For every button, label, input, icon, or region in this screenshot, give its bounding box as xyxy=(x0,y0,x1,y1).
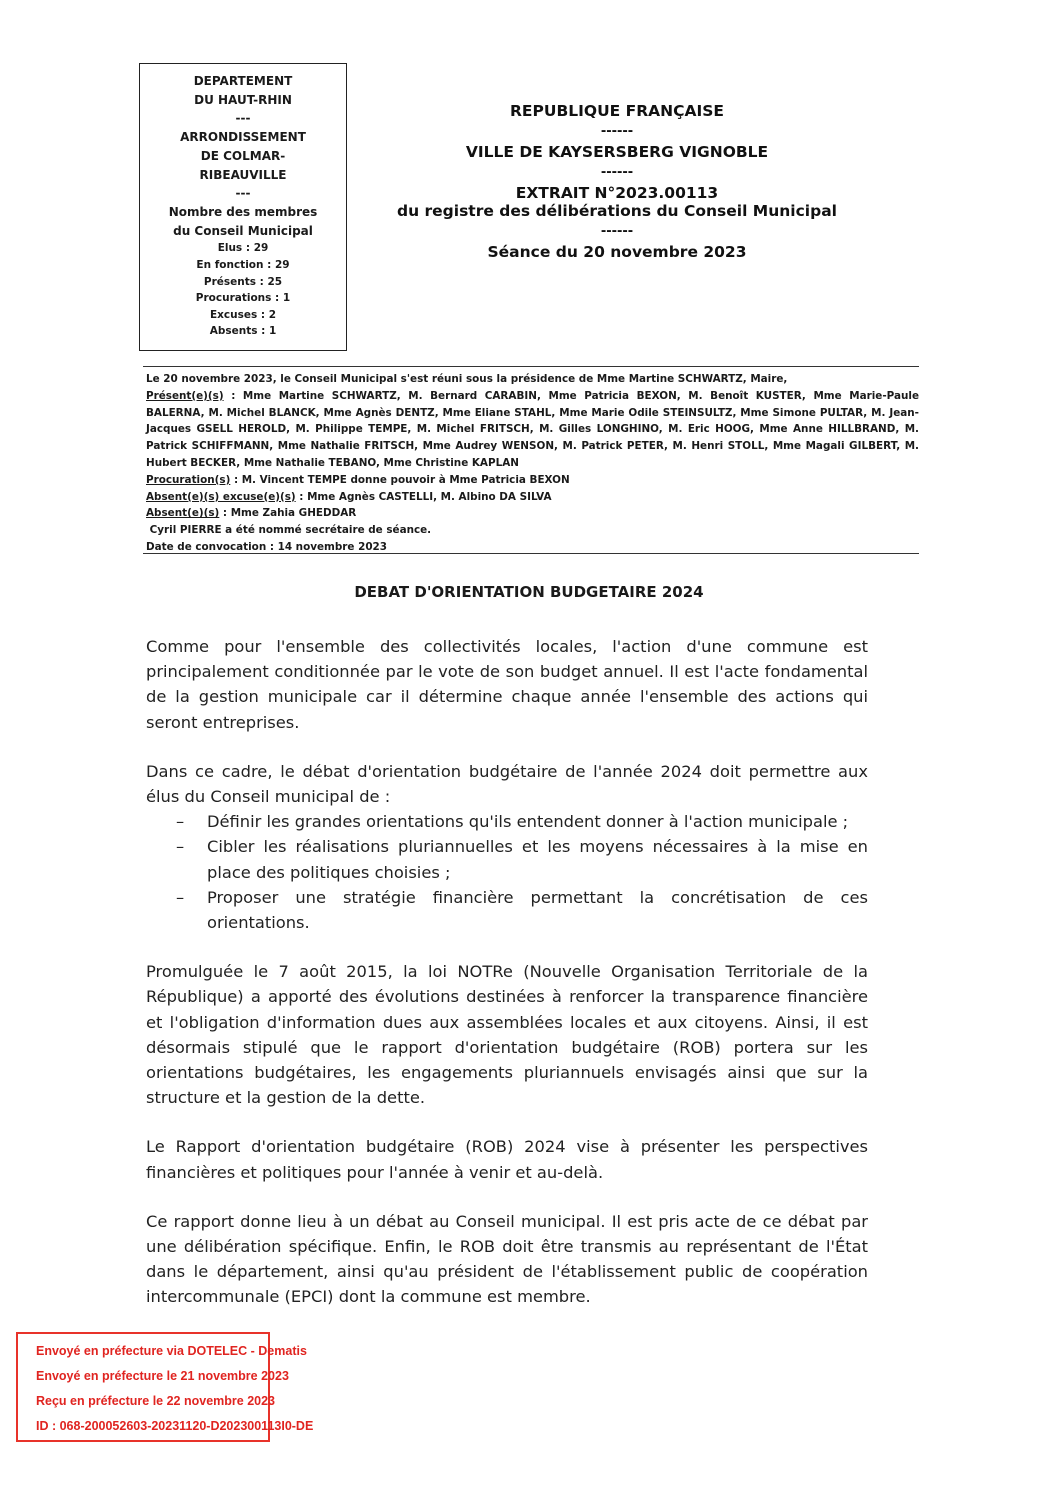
list-item xyxy=(146,834,868,884)
paragraph-2: Dans ce cadre, le débat d'orientation budgétaire de l'année 2024 doit permettre aux élus du Conseil municipal de : xyxy=(146,761,868,807)
count-proxies: Procurations : 1 xyxy=(195,292,291,305)
stamp-sent-date: Envoyé en préfecture le 21 novembre 2023 xyxy=(36,1369,289,1383)
department-label: DEPARTEMENT xyxy=(193,74,293,88)
paragraph-1: Comme pour l'ensemble des collectivités locales, l'action d'une commune est principalement conditionnée par le vote de son budget annuel. Il est l'acte fondamental de la gestion municipale car il détermine chaque année l'ensemble des actions qui seront entreprises. xyxy=(146,637,868,732)
list-dash: – xyxy=(176,812,185,832)
secretary-line: Cyril PIERRE a été nommé secrétaire de séance. xyxy=(146,524,432,537)
list-dash: – xyxy=(176,837,185,857)
city-title: VILLE DE KAYSERSBERG VIGNOBLE xyxy=(465,143,769,161)
convocation-date: Date de convocation : 14 novembre 2023 xyxy=(146,540,388,553)
proxies xyxy=(146,472,919,489)
attendance-block xyxy=(143,366,919,554)
absent-members xyxy=(146,505,919,522)
header-separator: ------ xyxy=(600,224,634,239)
objectives-list xyxy=(146,809,868,935)
header-separator: ------ xyxy=(600,124,634,139)
session-date: Séance du 20 novembre 2023 xyxy=(487,243,747,261)
list-item xyxy=(146,885,868,935)
stamp-received-date: Reçu en préfecture le 22 novembre 2023 xyxy=(36,1394,276,1408)
separator: --- xyxy=(235,111,251,126)
extract-number: EXTRAIT N°2023.00113 xyxy=(515,184,719,202)
count-in-office: En fonction : 29 xyxy=(196,258,290,271)
proxy-text: : M. Vincent TEMPE donne pouvoir à Mme Patricia BEXON xyxy=(230,473,570,486)
excused-text: : Mme Agnès CASTELLI, M. Albino DA SILVA xyxy=(295,490,552,503)
present-members xyxy=(146,388,919,472)
document-header xyxy=(388,102,846,261)
section-title: DEBAT D'ORIENTATION BUDGETAIRE 2024 xyxy=(354,583,704,601)
council-info-box xyxy=(139,63,347,351)
arrondissement-label: ARRONDISSEMENT xyxy=(180,130,306,145)
absent-label: Absent(e)(s) xyxy=(146,507,220,520)
absent-text: : Mme Zahia GHEDDAR xyxy=(219,507,357,520)
paragraph-5: Ce rapport donne lieu à un débat au Conseil municipal. Il est pris acte de ce débat par une délibération spécifique. Enfin, le ROB doit être transmis au représentant de l'État dans le département, ainsi qu'au président de l'établissement public de coopération intercommunale (EPCI) dont la commune est membre. xyxy=(146,1211,868,1307)
register-title: du registre des délibérations du Conseil Municipal xyxy=(396,202,837,220)
deliberation-body xyxy=(146,634,868,1334)
list-item xyxy=(146,809,868,834)
arrondissement-name-1: DE COLMAR- xyxy=(200,148,286,163)
count-elected: Elus : 29 xyxy=(217,242,269,255)
count-absent: Absents : 1 xyxy=(209,325,277,338)
session-intro: Le 20 novembre 2023, le Conseil Municipal s'est réuni sous la présidence de Mme Martine SCHWARTZ, Maire, xyxy=(146,373,788,385)
stamp-id: ID : 068-200052603-20231120-D202300113I0-DE xyxy=(36,1419,314,1433)
list-item-text: Cibler les réalisations pluriannuelles et les moyens nécessaires à la mise en place des politiques choisies ; xyxy=(207,837,868,882)
republic-title: REPUBLIQUE FRANÇAISE xyxy=(509,102,725,120)
department-name: DU HAUT-RHIN xyxy=(194,92,292,107)
separator: --- xyxy=(235,186,251,201)
list-item-text: Proposer une stratégie financière permettant la concrétisation de ces orientations. xyxy=(207,887,868,933)
list-item-text: Définir les grandes orientations qu'ils entendent donner à l'action municipale ; xyxy=(207,812,849,832)
excused-label: Absent(e)(s) excuse(e)(s) xyxy=(146,490,296,503)
paragraph-4: Le Rapport d'orientation budgétaire (ROB) 2024 vise à présenter les perspectives financières et politiques pour l'année à venir et au-delà. xyxy=(146,1137,868,1182)
proxy-label: Procuration(s) xyxy=(146,473,231,486)
count-present: Présents : 25 xyxy=(203,275,283,288)
present-label: Présent(e)(s) xyxy=(146,389,224,402)
prefecture-stamp xyxy=(36,1339,313,1439)
arrondissement-name-2: RIBEAUVILLE xyxy=(199,167,287,182)
excused-members xyxy=(146,489,919,506)
present-list: : Mme Martine SCHWARTZ, M. Bernard CARABIN, Mme Patricia BEXON, M. Benoît KUSTER, Mme Marie-Paule BALERNA, M. Michel BLANCK, Mme Agnès DENTZ, Mme Eliane STAHL, Mme Marie Odile STEINSULTZ, Mme Simone PULTAR, M. Jean-Jacques GSELL HEROLD, M. Philippe TEMPE, M. Michel FRITSCH, M. Gilles LONGHINO, M. Eric HOOG, Mme Anne HILLBRAND, M. Patrick SCHIFFMANN, Mme Nathalie FRITSCH, Mme Audrey WENSON, M. Patrick PETER, M. Henri STOLL, Mme Magali GILBERT, M. Hubert BECKER, Mme Nathalie TEBANO, Mme Christine KAPLAN xyxy=(146,389,919,469)
header-separator: ------ xyxy=(600,165,634,180)
members-label-1: Nombre des membres xyxy=(168,204,318,219)
list-dash: – xyxy=(176,887,185,907)
members-label-2: du Conseil Municipal xyxy=(173,223,313,238)
count-excused: Excuses : 2 xyxy=(209,308,277,321)
stamp-sent-via: Envoyé en préfecture via DOTELEC - Dematis xyxy=(36,1344,307,1358)
paragraph-3: Promulguée le 7 août 2015, la loi NOTRe (Nouvelle Organisation Territoriale de la République) a apporté des évolutions destinées à renforcer la transparence financière et l'obligation d'information dues aux assemblées locales et aux citoyens. Ainsi, il est désormais stipulé que le rapport d'orientation budgétaire (ROB) portera sur les orientations budgétaires, les engagements pluriannuels envisagés ainsi que sur la structure et la gestion de la dette. xyxy=(146,962,868,1108)
